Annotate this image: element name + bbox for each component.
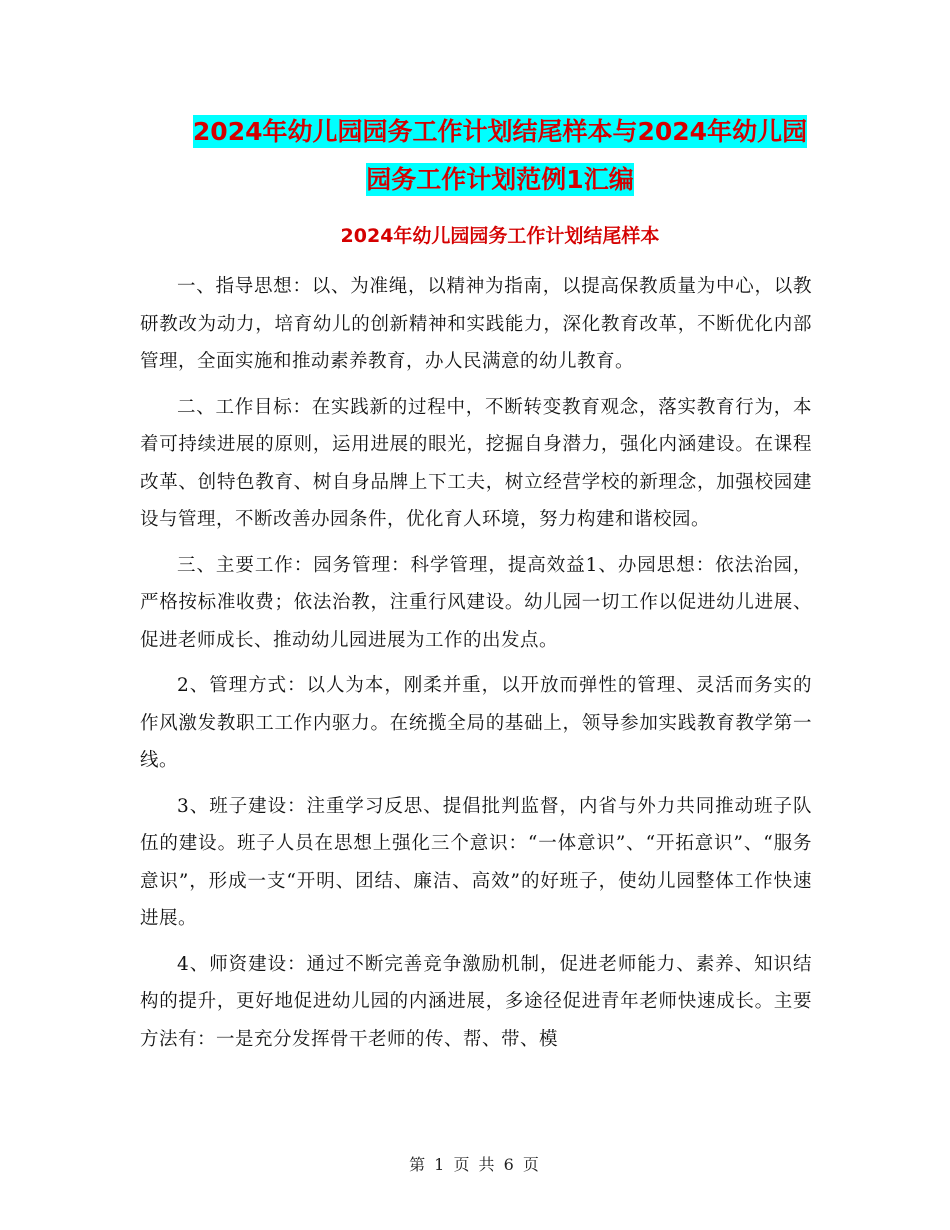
paragraph-management-style: 2、管理方式：以人为本，刚柔并重，以开放而弹性的管理、灵活而务实的作风激发教职工工作内驱力。在统揽全局的基础上，领导参加实践教育教学第一线。	[140, 675, 812, 771]
page-footer: 第 1 页 共 6 页	[409, 1155, 541, 1174]
paragraph-team-building: 3、班子建设：注重学习反思、提倡批判监督，内省与外力共同推动班子队伍的建设。班子人员在思想上强化三个意识：“一体意识”、“开拓意识”、“服务意识”，形成一支“开明、团结、廉洁、高效”的好班子，使幼儿园整体工作快速进展。	[140, 795, 812, 929]
document-title	[140, 108, 860, 204]
section-title: 2024年幼儿园园务工作计划结尾样本	[340, 225, 660, 247]
paragraph-main-work: 三、主要工作：园务管理：科学管理，提高效益1、办园思想：依法治园，严格按标准收费；依法治教，注重行风建设。幼儿园一切工作以促进幼儿进展、促进老师成长、推动幼儿园进展为工作的出发点。	[140, 554, 812, 651]
paragraph-guiding-thought: 一、指导思想：以、为准绳，以精神为指南，以提高保教质量为中心，以教研教改为动力，培育幼儿的创新精神和实践能力，深化教育改革，不断优化内部管理，全面实施和推动素养教育，办人民满意的幼儿教育。	[140, 276, 812, 372]
document-title-line2: 园务工作计划范例1汇编	[366, 165, 634, 194]
paragraph-work-goals: 二、工作目标：在实践新的过程中，不断转变教育观念，落实教育行为，本着可持续进展的原则，运用进展的眼光，挖掘自身潜力，强化内涵建设。在课程改革、创特色教育、树自身品牌上下工夫，树立经营学校的新理念，加强校园建设与管理，不断改善办园条件，优化育人环境，努力构建和谐校园。	[140, 396, 812, 530]
document-title-line1: 2024年幼儿园园务工作计划结尾样本与2024年幼儿园	[192, 117, 808, 146]
document-body	[140, 268, 812, 1066]
paragraph-teacher-building: 4、师资建设：通过不断完善竞争激励机制，促进老师能力、素养、知识结构的提升，更好地促进幼儿园的内涵进展，多途径促进青年老师快速成长。主要方法有：一是充分发挥骨干老师的传、帮、带、模	[140, 953, 812, 1050]
